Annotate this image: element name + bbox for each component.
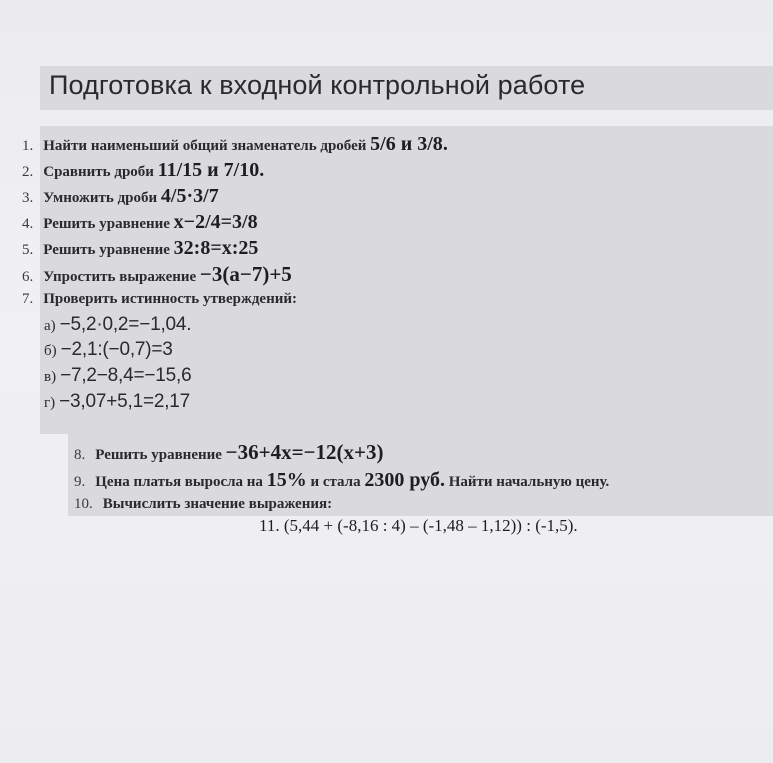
task-3 [22,186,219,206]
task-math: −3(a−7)+5 [199,262,292,286]
statement-expression: −7,2−8,4=−15,6 [60,365,192,386]
task-number: 1. [22,138,34,154]
task-text: Умножить дроби [43,190,161,206]
task-10 [74,496,332,512]
statement-label: г) [44,395,56,411]
task-text-tail: Найти начальную цену. [444,474,610,490]
task-5 [22,238,258,258]
task-2 [22,160,264,180]
task-text: Решить уравнение [43,216,174,232]
task-math: −36+4x=−12(x+3) [225,440,384,464]
task-text: Вычислить значение выражения: [102,496,333,512]
task-math: 11/15 и 7/10 [157,159,260,181]
statement-label: в) [44,369,57,385]
task-number: 8. [74,447,86,463]
task-math: x−2/4=3/8 [173,211,258,233]
task-text: Проверить истинность утверждений: [43,291,297,307]
task-number: 4. [22,216,34,232]
task-math: 5/6 и 3/8 [370,133,443,155]
task-number: 7. [22,291,34,307]
task-math: 32:8=x:25 [173,237,259,259]
statement-label: б) [44,343,57,359]
final-expression: 11. (5,44 + (-8,16 : 4) – (-1,48 – 1,12)) : (-1,5). [259,516,578,535]
task-9 [74,470,609,490]
task-math-price: 2300 руб. [364,469,445,491]
task-7 [22,291,297,307]
task-1 [22,134,448,154]
task-text-middle: и стала [306,474,365,490]
task-text: Упростить выражение [43,269,200,285]
statement-expression: −3,07+5,1=2,17 [59,391,191,412]
task-number: 3. [22,190,34,206]
task-number: 9. [74,474,86,490]
statement-expression: −2,1:(−0,7)=3 [60,339,173,360]
task-tail: . [259,159,265,181]
task-tail: . [442,133,448,155]
task-8 [74,442,384,463]
task-number: 10. [74,496,93,512]
task-text: Решить уравнение [43,242,174,258]
statement-a [44,314,191,336]
task-6 [22,264,292,285]
task-number: 6. [22,269,34,285]
statement-label: а) [44,318,56,334]
task-text: Цена платья выросла на [95,474,267,490]
task-text: Решить уравнение [95,447,226,463]
statement-v [44,365,191,387]
statement-expression: −5,2·0,2=−1,04. [59,314,192,335]
task-number: 2. [22,164,34,180]
statement-b [44,339,173,361]
task-4 [22,212,258,232]
task-math: 4/5·3/7 [160,185,219,207]
task-text: Сравнить дроби [43,164,158,180]
task-text: Найти наименьший общий знаменатель дробей [43,138,371,154]
task-number: 5. [22,242,34,258]
task-math: 15% [266,469,307,491]
statement-g [44,391,190,413]
page-title: Подготовка к входной контрольной работе [49,70,586,100]
